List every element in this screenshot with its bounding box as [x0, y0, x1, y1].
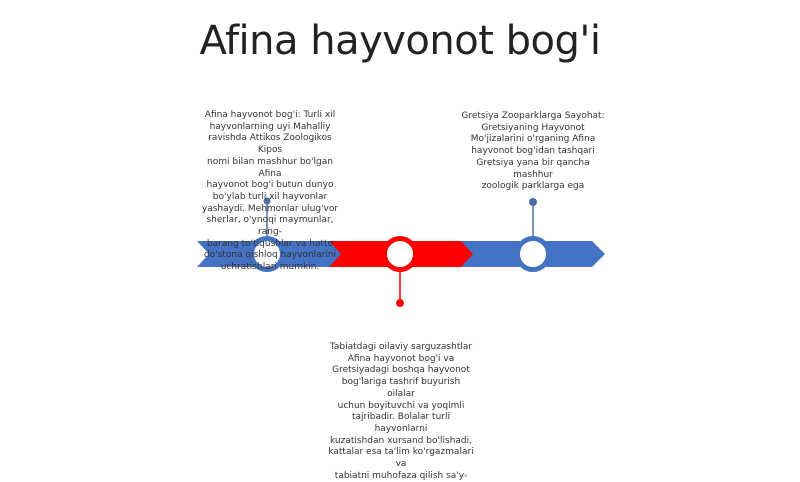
- event-text-2: Gretsiya Zooparklarga Sayohat: Gretsiyaning Hayvonot Mo'jizalarini o'rganing Afina hayvonot bog'idan tashqari Gretsiya yana bir qancha mashhur zoologik parklarga ega: [461, 111, 605, 192]
- connector-dot-3: [396, 299, 404, 307]
- event-text-1: Afina hayvonot bog'i: Turli xil hayvonlarning uyi Mahalliy ravishda Attikos Zoologikos Kipos nomi bilan mashhur bo'lgan Afina hayvonot bog'i butun dunyo bo'ylab turli xil hayvonlar yashaydi. Mehmonlar ulug'vor sherlar, o'ynoqi maymunlar, rang- barang to'tiqushlar va hatto do'stona qishloq hayvonlarini uchratishlari mumkin.: [201, 110, 339, 273]
- slide-title: Afina hayvonot bog'i: [199, 18, 601, 64]
- connector-dot-2: [529, 198, 537, 206]
- event-text-3: Tabiatdagi oilaviy sarguzashtlar Afina hayvonot bog'i va Gretsiyadagi boshqa hayvonot bog'lariga tashrif buyurish oilalar uchun boyituvchi va yoqimli tajribadir. Bolalar turli hayvonlarni kuzatishdan xursand bo'lishadi, kattalar esa ta'lim ko'rgazmalari va tabiatni muhofaza qilish sa'y-: [328, 342, 474, 481]
- milestone-ring-3: [518, 239, 549, 270]
- milestone-ring-2: [385, 239, 416, 270]
